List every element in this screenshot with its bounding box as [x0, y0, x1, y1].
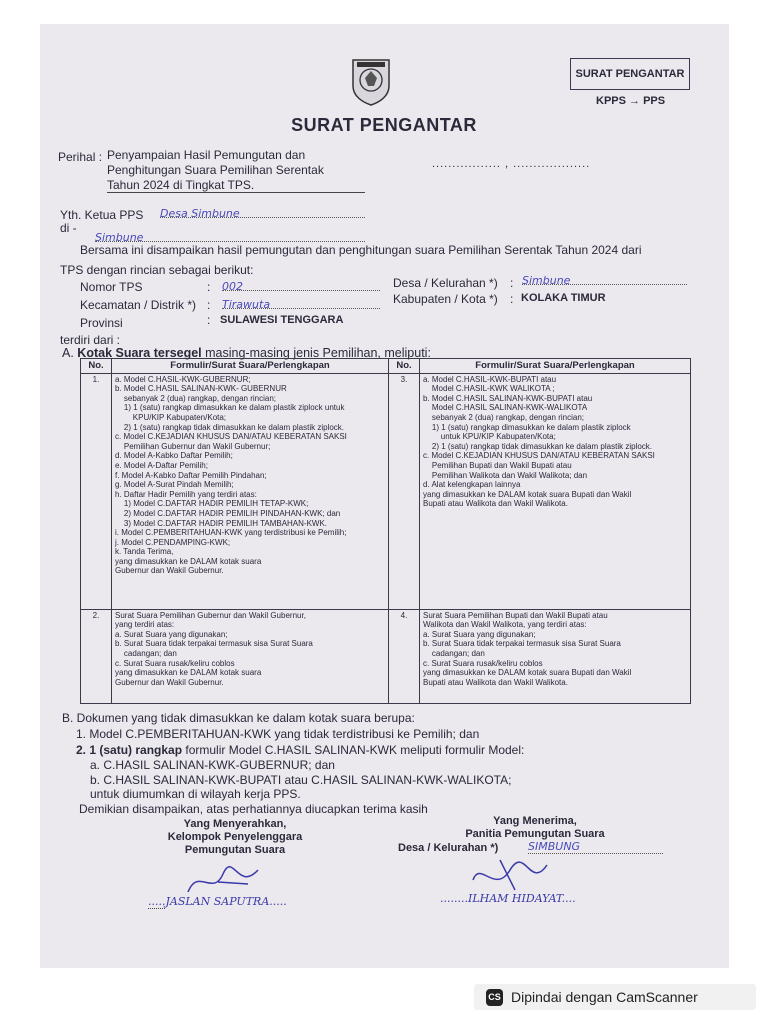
- colon: :: [510, 276, 514, 290]
- table-cell: a. Model C.HASIL-KWK-BUPATI atau Model C.HASIL-KWK WALIKOTA ; b. Model C.HASIL SALINAN-KWK-BUPATI atau Model C.HASIL SALINAN-KWK-WALIKOTA sebanyak 2 (dua) rangkap, dengan rincian; 1) 1 (satu) rangkap dimasukkan ke dalam plastik ziplock untuk KPU/KIP Kabupaten/Kota; 2) 1 (satu) rangkap tidak dimasukkan ke dalam plastik ziplock. c. Model C.KEJADIAN KHUSUS DAN/ATAU KEBERATAN SAKSI Pemilihan Bupati dan Wakil Bupati atau Pemilihan Walikota dan Wakil Walikota; dan d. Alat kelengkapan lainnya yang dimasukkan ke DALAM kotak suara Bupati dan Wakil Bupati atau Walikota dan Wakil Walikota.: [420, 373, 691, 609]
- page-title: SURAT PENGANTAR: [291, 115, 477, 135]
- table-row: [81, 373, 691, 609]
- yth-label: Yth. Ketua PPS: [60, 208, 144, 222]
- table-header-row: [81, 359, 691, 374]
- terdiri-label: terdiri dari :: [60, 333, 121, 347]
- table-row: [81, 609, 691, 703]
- section-b-item-2: 2. 1 (satu) rangkap formulir Model C.HASIL SALINAN-KWK meliputi formulir Model:: [76, 743, 525, 757]
- contents-table: [80, 358, 691, 704]
- tps-label: Nomor TPS: [80, 280, 143, 294]
- colon: :: [207, 313, 211, 327]
- section-b-item-2b: b. C.HASIL SALINAN-KWK-BUPATI atau C.HASIL SALINAN-KWK-WALIKOTA;: [90, 773, 512, 787]
- closing-text: Demikian disampaikan, atas perhatiannya diucapkan terima kasih: [79, 802, 428, 816]
- receiver-signature-icon: [465, 855, 555, 897]
- row-number: 4.: [389, 609, 420, 703]
- kpu-logo-icon: [348, 56, 394, 106]
- perihal-line-2: Penghitungan Suara Pemilihan Serentak: [107, 163, 324, 177]
- section-b-item-2c: untuk diumumkan di wilayah kerja PPS.: [90, 787, 301, 801]
- receiver-desa-label: Desa / Kelurahan *): [398, 842, 499, 854]
- intro-line-1: Bersama ini disampaikan hasil pemungutan dan penghitungan suara Pemilihan Serentak Tahun 2024 dari: [80, 243, 642, 257]
- desa-label: Desa / Kelurahan *): [393, 276, 498, 290]
- camscanner-icon: CS: [486, 989, 503, 1006]
- sender-block: Yang Menyerahkan, Kelompok Penyelenggara Pemungutan Suara: [167, 818, 303, 856]
- table-header-no: No.: [389, 359, 420, 374]
- di-label: di -: [60, 221, 77, 235]
- perihal-line-3: Tahun 2024 di Tingkat TPS.: [107, 178, 365, 193]
- table-header-form: Formulir/Surat Suara/Perlengkapan: [112, 359, 389, 374]
- receiver-name: ........ILHAM HIDAYAT....: [440, 892, 576, 905]
- table-header-form: Formulir/Surat Suara/Perlengkapan: [420, 359, 691, 374]
- table-cell: Surat Suara Pemilihan Gubernur dan Wakil Gubernur, yang terdiri atas: a. Surat Suara yang digunakan; b. Surat Suara tidak terpakai termasuk sisa Surat Suara cadangan; dan c. Surat Suara rusak/keliru coblos yang dimasukkan ke DALAM kotak suara Gubernur dan Wakil Gubernur.: [112, 609, 389, 703]
- table-cell: a. Model C.HASIL-KWK-GUBERNUR; b. Model C.HASIL SALINAN-KWK- GUBERNUR sebanyak 2 (dua) rangkap, dengan rincian; 1) 1 (satu) rangkap dimasukkan ke dalam plastik ziplock untuk KPU/KIP Kabupaten/Kota; 2) 1 (satu) rangkap tidak dimasukkan ke dalam plastik ziplock. c. Model C.KEJADIAN KHUSUS DAN/ATAU KEBERATAN SAKSI Pemilihan Gubernur dan Wakil Gubernur; d. Model A-Kabko Daftar Pemilih; e. Model A-Daftar Pemilih; f. Model A-Kabko Daftar Pemilih Pindahan; g. Model A-Surat Pindah Memilih; h. Daftar Hadir Pemilih yang terdiri atas: 1) Model C.DAFTAR HADIR PEMILIH TETAP-KWK; 2) Model C.DAFTAR HADIR PEMILIH PINDAHAN-KWK; dan 3) Model C.DAFTAR HADIR PEMILIH TAMBAHAN-KWK. i. Model C.PEMBERITAHUAN-KWK yang terdistribusi ke Pemilih; j. Model C.PENDAMPING-KWK; k. Tanda Terima, yang dimasukkan ke DALAM kotak suara Gubernur dan Wakil Gubernur.: [112, 373, 389, 609]
- camscanner-label: Dipindai dengan CamScanner: [511, 989, 698, 1005]
- colon: :: [207, 280, 211, 294]
- colon: :: [207, 298, 211, 312]
- row-number: 2.: [81, 609, 112, 703]
- intro-line-2: TPS dengan rincian sebagai berikut:: [60, 263, 254, 277]
- route-label: KPPS → PPS: [596, 95, 666, 107]
- colon: :: [510, 292, 514, 306]
- yth-value: Desa Simbune: [160, 207, 240, 220]
- date-placeholder: ................. , ...................: [432, 158, 591, 170]
- perihal-line-1: Penyampaian Hasil Pemungutan dan: [107, 148, 306, 162]
- perihal-label: Perihal :: [58, 150, 103, 164]
- section-b-item-1: 1. Model C.PEMBERITAHUAN-KWK yang tidak terdistribusi ke Pemilih; dan: [76, 727, 480, 741]
- table-header-no: No.: [81, 359, 112, 374]
- camscanner-watermark: [474, 984, 756, 1010]
- provinsi-value: SULAWESI TENGGARA: [220, 314, 344, 326]
- yth-field: [160, 204, 365, 218]
- kabupaten-value: KOLAKA TIMUR: [521, 292, 606, 304]
- desa-value: Simbune: [522, 274, 571, 287]
- kecamatan-field: [222, 295, 380, 309]
- desa-field: [522, 271, 687, 285]
- row-number: 1.: [81, 373, 112, 609]
- di-value: Simbune: [95, 231, 144, 244]
- tps-field: [222, 277, 380, 291]
- tps-value: 002: [222, 280, 243, 293]
- surat-pengantar-badge: SURAT PENGANTAR: [570, 58, 690, 90]
- row-number: 3.: [389, 373, 420, 609]
- section-b-item-2a: a. C.HASIL SALINAN-KWK-GUBERNUR; dan: [90, 758, 335, 772]
- kecamatan-label: Kecamatan / Distrik *): [80, 298, 197, 312]
- di-field: [95, 228, 365, 242]
- table-cell: Surat Suara Pemilihan Bupati dan Wakil Bupati atau Walikota dan Wakil Walikota, yang terdiri atas: a. Surat Suara yang digunakan; b. Surat Suara tidak terpakai termasuk sisa Surat Suara cadangan; dan c. Surat Suara rusak/keliru coblos yang dimasukkan ke DALAM kotak suara Bupati dan Wakil Bupati atau Walikota dan Wakil Walikota.: [420, 609, 691, 703]
- kabupaten-label: Kabupaten / Kota *): [393, 292, 498, 306]
- provinsi-label: Provinsi: [80, 316, 123, 330]
- receiver-block: Yang Menerima, Panitia Pemungutan Suara: [465, 815, 605, 840]
- kecamatan-value: Tirawuta: [222, 298, 271, 311]
- section-a-heading: A. Kotak Suara tersegel masing-masing jenis Pemilihan, meliputi:: [62, 346, 431, 360]
- section-b-heading: B. Dokumen yang tidak dimasukkan ke dalam kotak suara berupa:: [62, 711, 415, 725]
- receiver-desa-value: SIMBUNG: [528, 840, 663, 854]
- sender-name: .....JASLAN SAPUTRA.....: [148, 895, 287, 908]
